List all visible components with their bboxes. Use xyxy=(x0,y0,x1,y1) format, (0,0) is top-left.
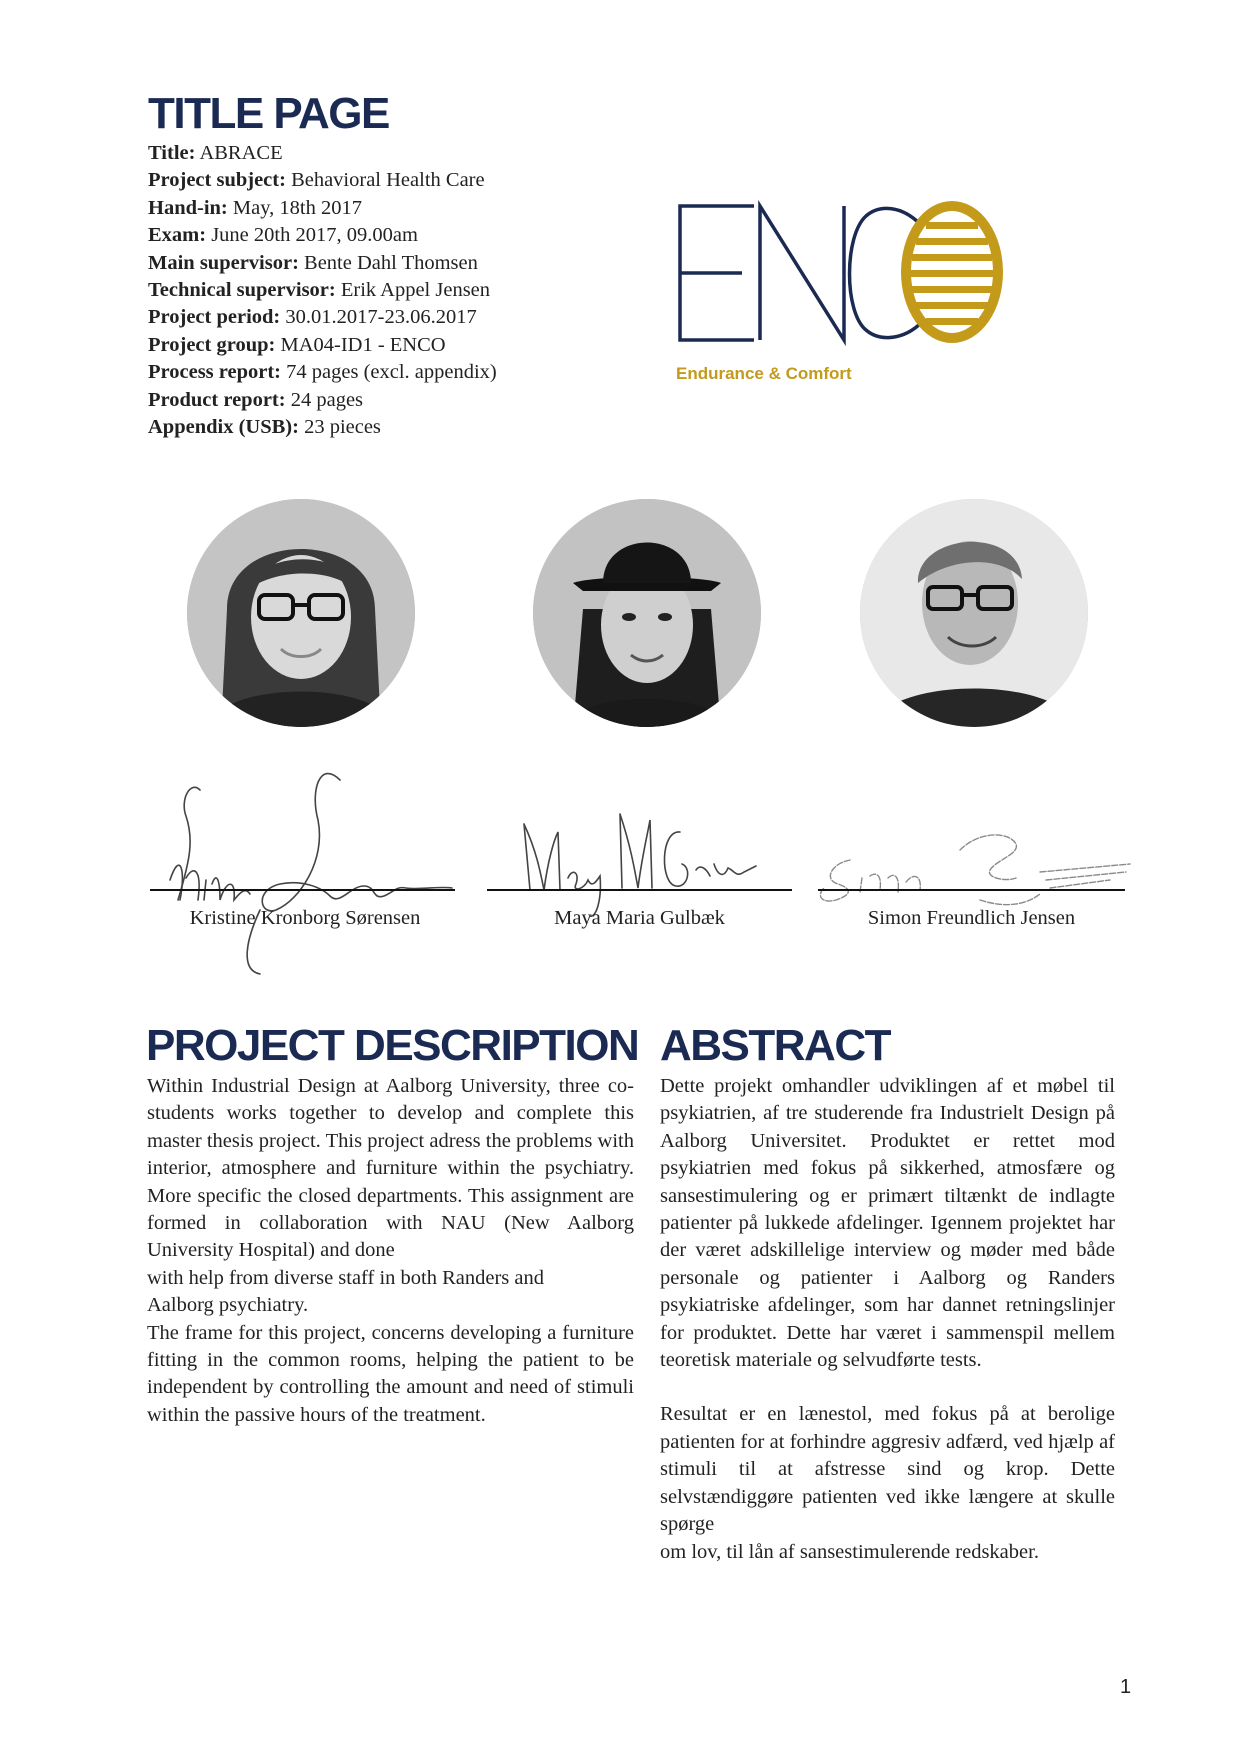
project-description-paragraph-2: The frame for this project, concerns developing a furniture fitting in the common rooms, helping the patient to be independent by controlling the amount and need of stimuli within the passive hours of the treatment. xyxy=(147,1321,634,1426)
logo-tagline: Endurance & Comfort xyxy=(676,364,852,383)
signature-line-simon xyxy=(818,889,1125,891)
meta-row-project-group: Project group: MA04-ID1 - ENCO xyxy=(148,333,446,356)
page-number: 1 xyxy=(1120,1676,1132,1698)
meta-row-main-supervisor: Main supervisor: Bente Dahl Thomsen xyxy=(148,251,478,274)
logo-stripes xyxy=(910,222,994,325)
paragraph-spacer xyxy=(660,1374,1115,1401)
meta-row-project-period: Project period: 30.01.2017-23.06.2017 xyxy=(148,306,477,329)
meta-row-process-report: Process report: 74 pages (excl. appendix) xyxy=(148,361,497,384)
project-description-text xyxy=(147,1073,634,1429)
signature-line-kristine xyxy=(150,889,455,891)
signature-simon xyxy=(810,760,1140,980)
project-description-line: with help from diverse staff in both Randers and xyxy=(147,1266,545,1289)
signature-line-maya xyxy=(487,889,792,891)
abstract-paragraph-2-last-line: om lov, til lån af sansestimulerende redskaber. xyxy=(660,1540,1039,1563)
meta-row-title: Title: ABRACE xyxy=(148,142,283,164)
abstract-paragraph-2: Resultat er en lænestol, med fokus på at berolige patienten for at forhindre aggresiv adfærd, ved hjælp af stimuli til at afstresse sind og krop. Dette selvstændiggøre patienten ved ikke længere at skulle spørge xyxy=(660,1403,1115,1536)
meta-row-hand-in: Hand-in: May, 18th 2017 xyxy=(148,196,362,219)
enco-logo xyxy=(676,200,1006,390)
avatar-maya xyxy=(533,499,761,727)
avatar-kristine xyxy=(187,499,415,727)
abstract-heading: ABSTRACT xyxy=(660,1021,890,1070)
signature-kristine xyxy=(150,760,460,980)
member-name-kristine: Kristine Kronborg Sørensen xyxy=(189,907,421,929)
project-metadata xyxy=(148,140,608,441)
meta-row-appendix: Appendix (USB): 23 pieces xyxy=(148,416,381,439)
meta-row-technical-supervisor: Technical supervisor: Erik Appel Jensen xyxy=(148,279,491,302)
avatar-simon xyxy=(860,499,1088,727)
meta-row-subject: Project subject: Behavioral Health Care xyxy=(148,169,485,192)
project-description-paragraph-1: Within Industrial Design at Aalborg University, three co-students works together to develop and complete this master thesis project. This project adress the problems with interior, atmosphere and furniture within the psychiatry. More specific the closed departments. This assignment are formed in collaboration with NAU (New Aalborg University Hospital) and done xyxy=(147,1075,634,1262)
signature-maya xyxy=(510,760,770,980)
abstract-paragraph-1: Dette projekt omhandler udviklingen af et møbel til psykiatrien, af tre studerende fra Industrielt Design på Aalborg Universitet. Produktet er rettet mod psykiatrien med fokus på sikkerhed, atmosfære og sansestimulering og er primært tiltænkt de indlagte patienter på lukkede afdelinger. Igennem projektet har der været adskillelige interview og møder med både personale og patienter i Aalborg og Randers psykiatriske afdelinger, som har dannet retningslinjer for produktet. Dette har været i sammenspil mellem teoretisk materiale og selvudførte tests. xyxy=(660,1075,1115,1372)
project-description-heading: PROJECT DESCRIPTION xyxy=(146,1021,639,1070)
meta-row-exam: Exam: June 20th 2017, 09.00am xyxy=(148,224,418,247)
abstract-text xyxy=(660,1073,1115,1566)
meta-row-product-report: Product report: 24 pages xyxy=(148,388,364,411)
member-name-maya: Maya Maria Gulbæk xyxy=(554,907,725,929)
member-name-simon: Simon Freundlich Jensen xyxy=(867,907,1076,929)
title-page-heading: TITLE PAGE xyxy=(148,89,389,138)
project-description-line: Aalborg psychiatry. xyxy=(147,1294,309,1317)
